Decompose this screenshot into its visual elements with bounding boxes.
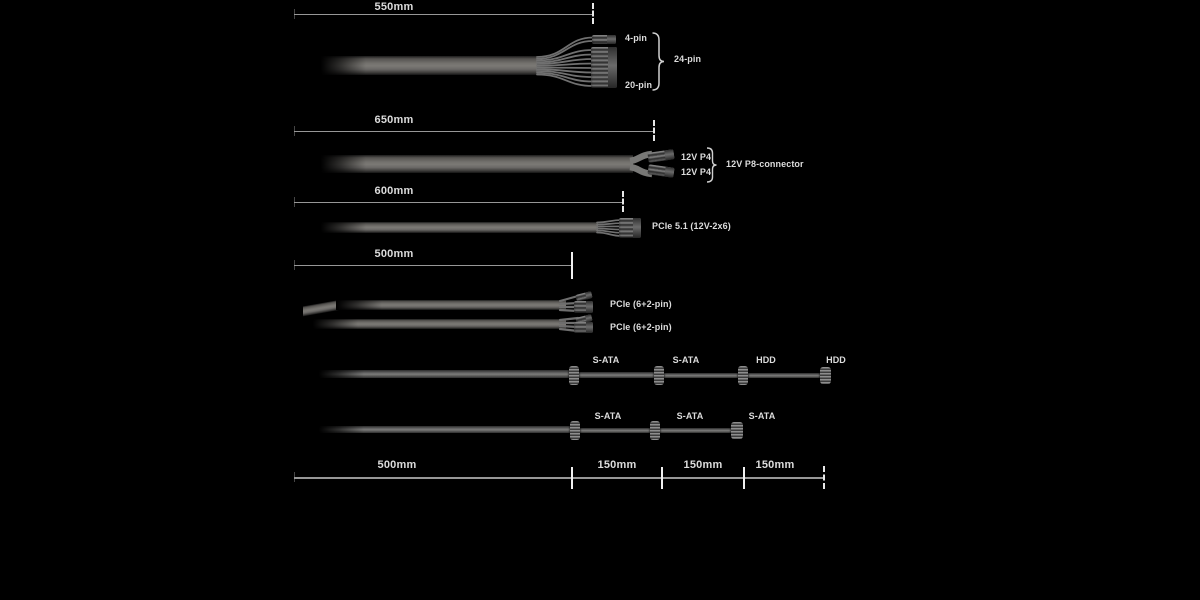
measure-line-600 (294, 202, 623, 204)
pcie51-ribbon-cable (320, 222, 598, 233)
sata1-bundle (318, 370, 572, 378)
measure-end-tick (571, 252, 573, 279)
label-12v-p4-bottom: 12V P4 (681, 167, 712, 177)
pcie62-6pin-connector2 (574, 322, 593, 333)
brace-24pin (651, 32, 665, 91)
pcie62-cable1 (336, 300, 566, 310)
brace-p8 (706, 147, 718, 183)
pcie62-cable2 (312, 319, 566, 329)
measure-end-tick-dashed (592, 3, 594, 24)
measure-label-650: 650mm (374, 114, 414, 126)
atx-ribbon-cable (320, 56, 537, 75)
label-4pin: 4-pin (625, 33, 647, 43)
measure-tick (661, 467, 663, 489)
eps-p4-connector-top (647, 149, 674, 163)
measure-line-550 (294, 14, 593, 16)
measure-label-150-c: 150mm (755, 459, 795, 471)
measure-end-tick-dashed (653, 120, 655, 141)
sata2-bundle (318, 426, 572, 433)
atx-wire-fan (537, 32, 593, 90)
sata-connector (570, 421, 580, 440)
label-12v-p8-connector: 12V P8-connector (726, 159, 804, 169)
measure-left-tick (294, 197, 296, 207)
label-hdd: HDD (756, 355, 776, 365)
measure-tick (571, 467, 573, 489)
measure-line-650 (294, 131, 654, 133)
measure-label-150-b: 150mm (683, 459, 723, 471)
measure-line-500 (294, 265, 572, 267)
measure-label-600: 600mm (374, 185, 414, 197)
label-20pin: 20-pin (625, 80, 653, 90)
measure-left-tick (294, 126, 296, 136)
measure-end-tick-dashed (823, 466, 825, 489)
pcie62-cable1-bend (303, 300, 339, 316)
measure-end-tick-dashed (622, 191, 624, 212)
label-hdd: HDD (826, 355, 846, 365)
eps-ribbon-cable (320, 155, 633, 173)
measure-label-550: 550mm (374, 1, 414, 13)
label-sata: S-ATA (592, 355, 620, 365)
sata-connector (569, 366, 579, 385)
label-24pin: 24-pin (674, 54, 702, 64)
measure-left-tick (294, 472, 296, 482)
pcie62-6pin-connector1 (574, 301, 593, 313)
sata2-segment (658, 428, 734, 433)
label-12v-p4-top: 12V P4 (681, 152, 712, 162)
label-sata: S-ATA (748, 411, 776, 421)
measure-left-tick (294, 9, 296, 19)
sata1-segment (662, 373, 742, 378)
measure-tick (743, 467, 745, 489)
label-pcie51: PCIe 5.1 (12V-2x6) (652, 221, 731, 231)
label-sata: S-ATA (676, 411, 704, 421)
atx-20pin-connector (591, 47, 617, 88)
hdd-end-connector (820, 367, 831, 384)
label-pcie62-2: PCIe (6+2-pin) (610, 322, 672, 332)
label-sata: S-ATA (672, 355, 700, 365)
sata1-segment (746, 373, 822, 378)
measure-label-150-a: 150mm (597, 459, 637, 471)
sata1-segment (577, 372, 657, 378)
label-sata: S-ATA (594, 411, 622, 421)
sata-connector (654, 366, 664, 385)
measure-label-500: 500mm (374, 248, 414, 260)
atx-4pin-connector (592, 35, 616, 44)
hdd-connector (738, 366, 748, 385)
pcie51-connector (619, 218, 641, 238)
sata-end-connector (731, 422, 743, 439)
label-pcie62-1: PCIe (6+2-pin) (610, 299, 672, 309)
measure-left-tick (294, 260, 296, 270)
sata-connector (650, 421, 660, 440)
measure-label-500-bottom: 500mm (377, 459, 417, 471)
sata2-segment (578, 428, 654, 433)
